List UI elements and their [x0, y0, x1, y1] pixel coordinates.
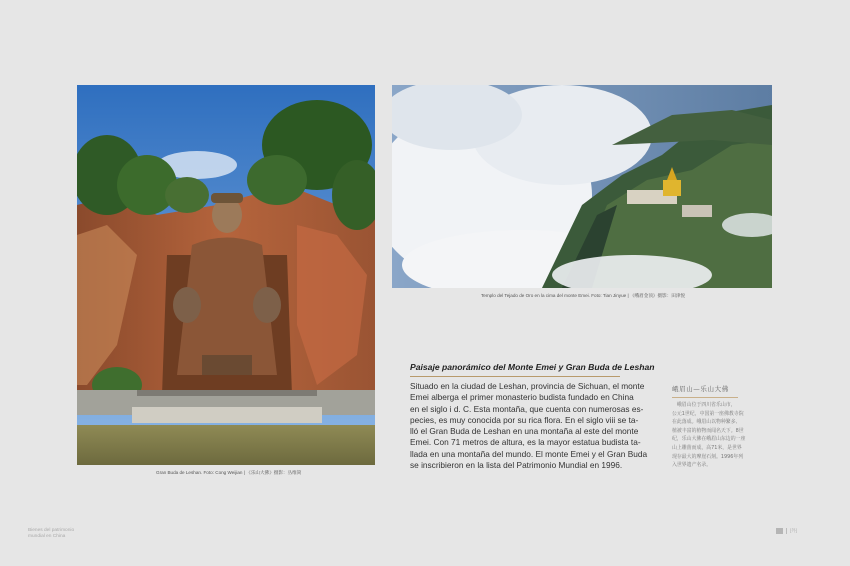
chinese-line: 纪，乐山大佛在峨眉山东边的一座 [672, 436, 746, 443]
chinese-body [672, 401, 746, 470]
emei-photo-caption: Templo del Tejado de Oro en la cima del monte Emei. Foto: Tian Jinyue | 《峨眉金顶》摄影：田津悦 [481, 293, 686, 298]
article-line: llada en una montaña del mundo. El monte Emei y el Gran Buda [410, 448, 648, 459]
leshan-buddha-photo [77, 85, 375, 465]
chinese-line: 公元1世纪，中国第一座佛教寺院 [672, 410, 744, 417]
chinese-line: 植被丰富的植物而闻名天下。8世 [672, 427, 744, 434]
logo-divider [786, 528, 787, 534]
chinese-title-divider [672, 397, 738, 398]
chinese-line: 峨眉山位于四川省乐山市， [672, 402, 736, 408]
publisher-logo-icon [776, 528, 783, 534]
mount-emei-photo [392, 85, 772, 288]
chinese-line: 入世界遗产名录。 [672, 462, 712, 469]
article-line: lló el Gran Buda de Leshan en una montaña al este del monte [410, 426, 639, 437]
article-line: Situado en la ciudad de Leshan, provincia de Sichuan, el monte [410, 381, 645, 391]
publisher-mark: [外] [790, 528, 798, 533]
footer-logos [776, 528, 797, 534]
footer-line: Bienes del patrimonio [28, 528, 75, 533]
article-body [410, 381, 650, 471]
article-line: Emei. Con 71 metros de altura, es la mayor estatua budista ta- [410, 437, 641, 448]
chinese-line: 山上雕凿而成，高71米，是世界 [672, 444, 742, 451]
footer-series-title [28, 528, 74, 540]
article-line: se inscribieron en la lista del Patrimonio Mundial en 1996. [410, 460, 623, 471]
article-title: Paisaje panorámico del Monte Emei y Gran Buda de Leshan [410, 362, 655, 372]
footer-line: mundial en China [28, 534, 66, 539]
article-line: en el siglo i d. C. Esta montaña, que cuenta con numerosas es- [410, 403, 644, 414]
title-divider [410, 376, 620, 377]
article-line: pecies, es muy conocida por su rica flora. En el siglo viii se ta- [410, 414, 639, 425]
buddha-photo-caption: Gran Buda de Leshan. Foto: Cong Weijian | 《乐山大佛》摄影：丛维简 [156, 470, 302, 475]
chinese-title: 峨眉山—乐山大佛 [672, 385, 729, 393]
article-line: Emei alberga el primer monasterio budista fundado en China [410, 392, 634, 403]
chinese-line: 现存最大的摩崖石刻。1996年列 [672, 453, 744, 460]
chinese-line: 在此落成。峨眉山以物种繁多、 [672, 419, 741, 426]
